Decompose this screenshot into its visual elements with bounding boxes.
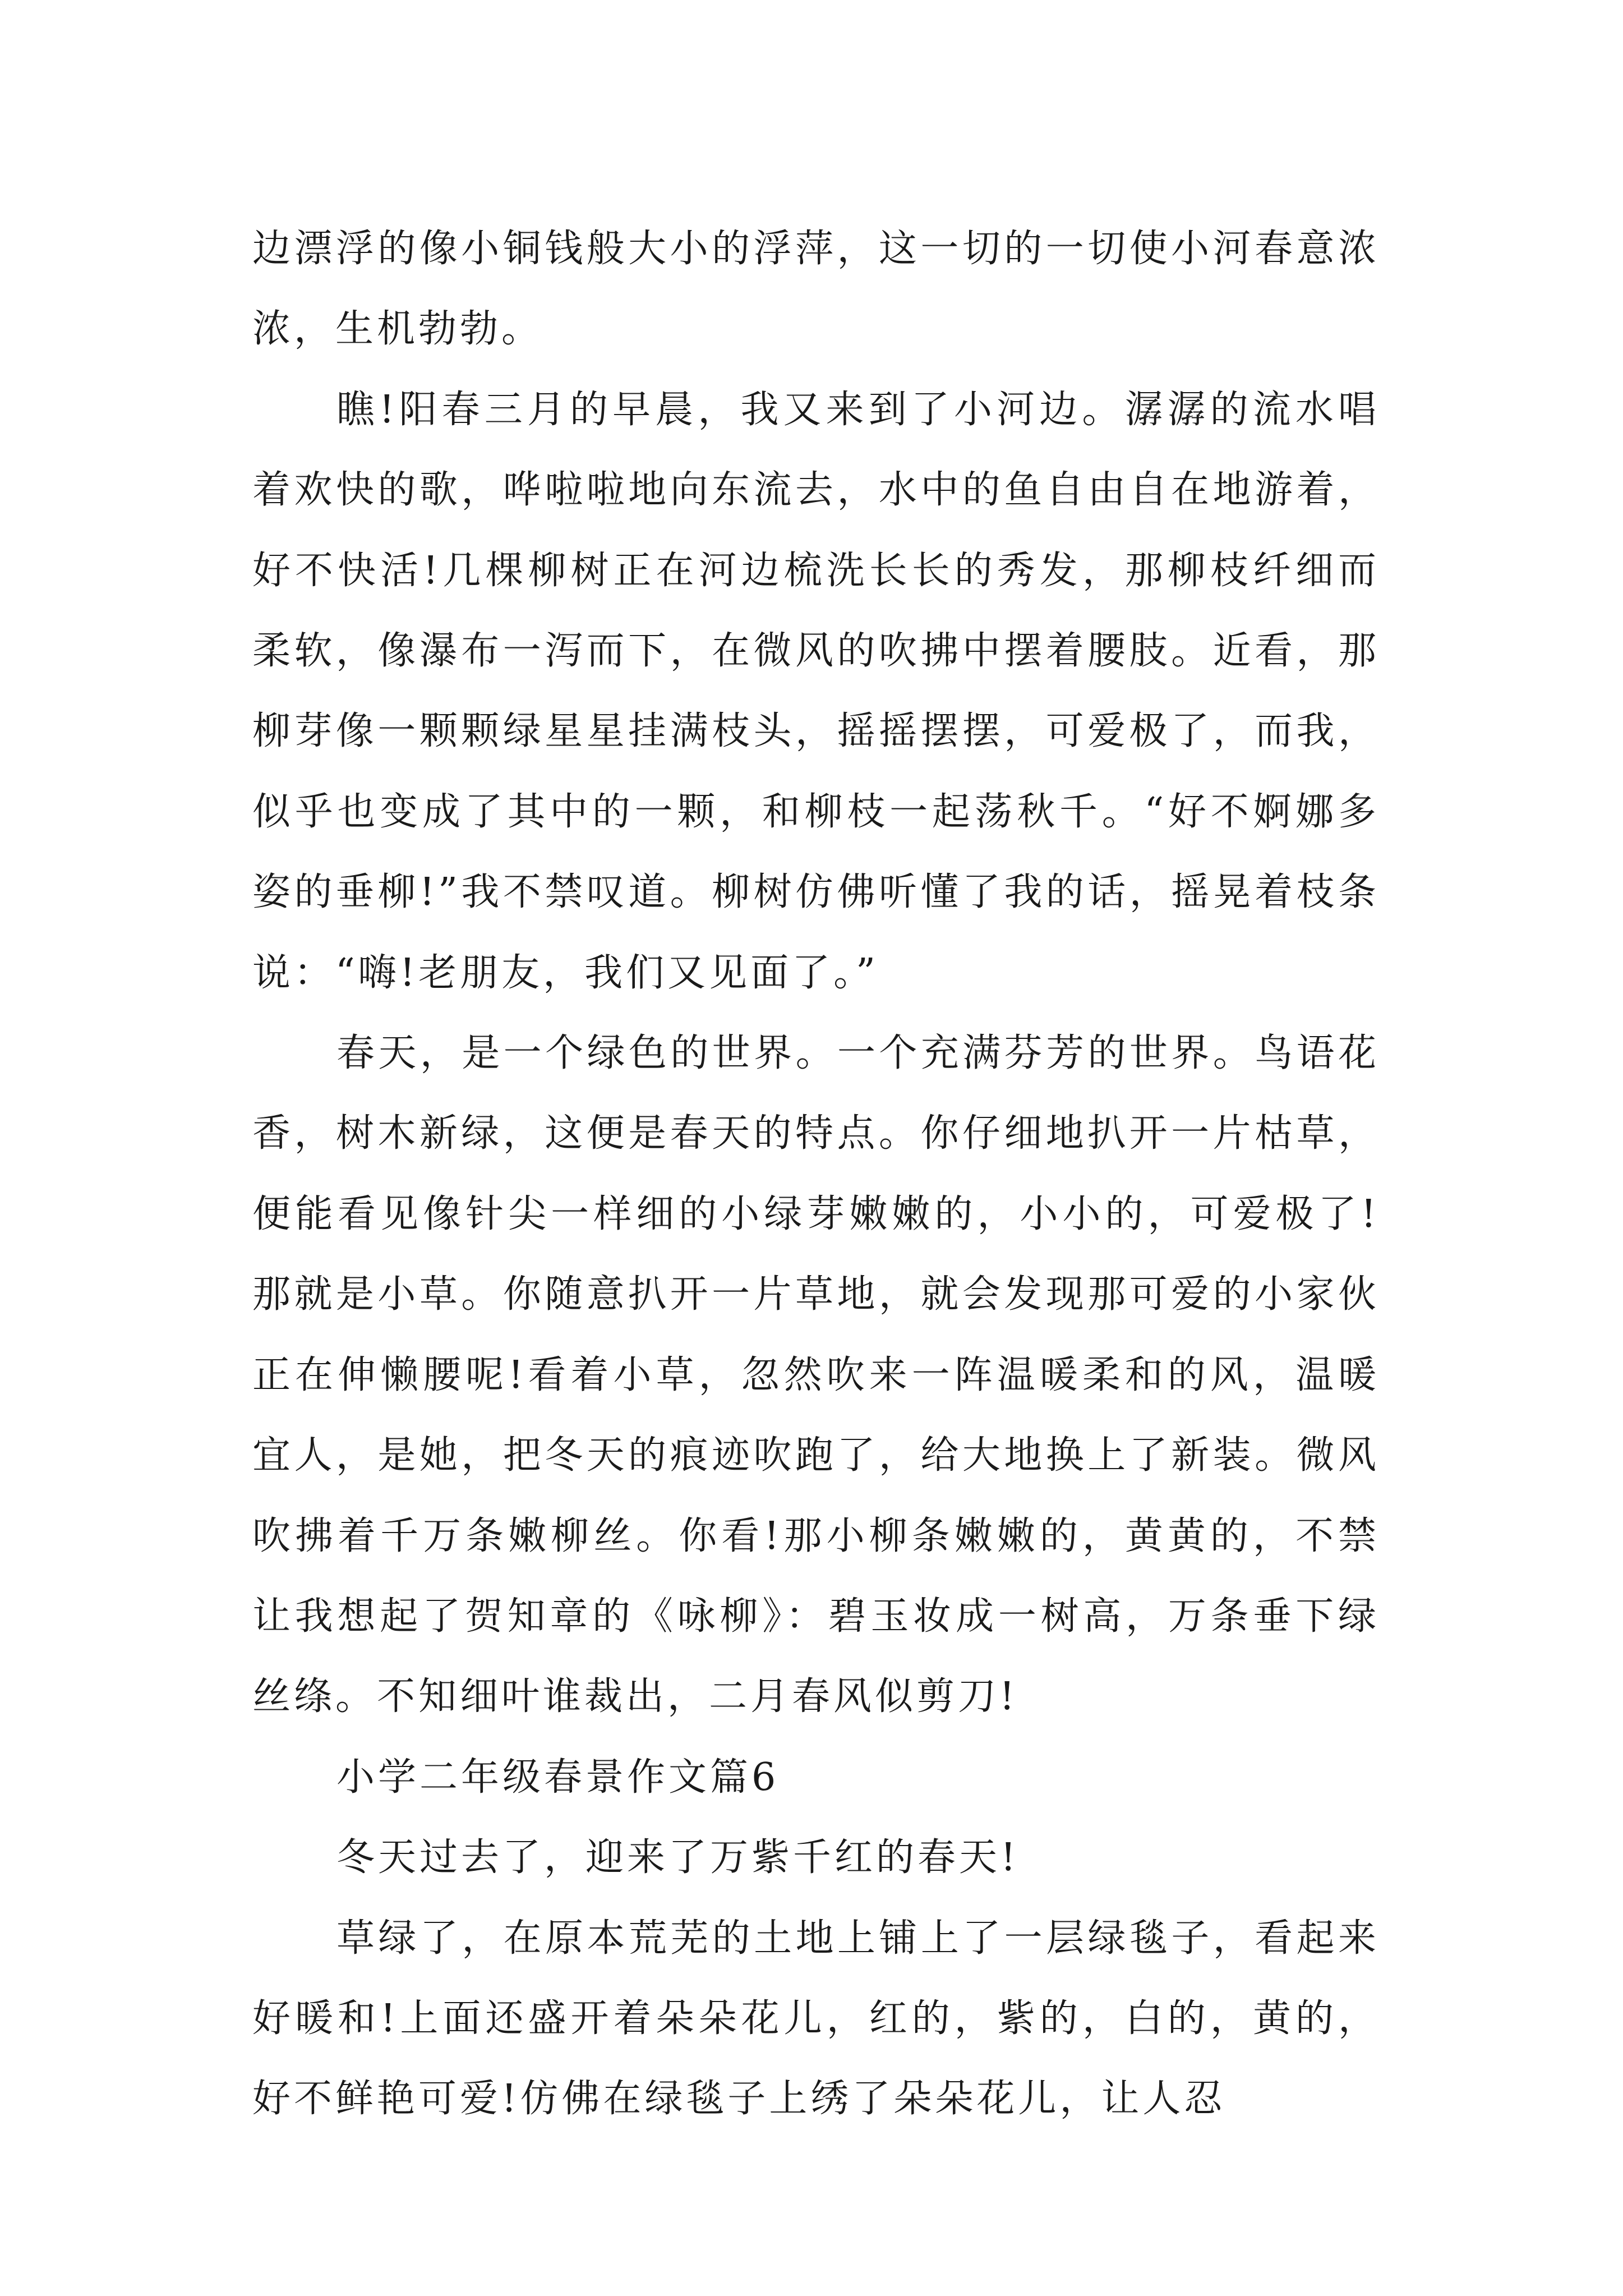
paragraph-winter-passed: 冬天过去了，迎来了万紫千红的春天! [336,1835,1020,1880]
paragraph-green-world: 春天，是一个绿色的世界。一个充满芬芳的世界。鸟语花香，树木新绿，这便是春天的特点。你仔细地扒开一片枯草，便能看见像针尖一样细的小绿芽嫩嫩的，小小的，可爱极了!那就是小草。你随意扒开一片草地，就会发现那可爱的小家伙正在伸懒腰呢!看着小草，忽然吹来一阵温暖柔和的风，温暖宜人，是她，把冬天的痕迹吹跑了，给大地换上了新装。微风吹拂着千万条嫩柳丝。你看!那小柳条嫩嫩的，黄黄的，不禁让我想起了贺知章的《咏柳》：碧玉妆成一树高，万条垂下绿丝绦。不知细叶谁裁出，二月春风似剪刀! [252,1031,1380,1719]
section-heading: 小学二年级春景作文篇6 [336,1755,780,1800]
paragraph-grass-green: 草绿了，在原本荒芜的土地上铺上了一层绿毯子，看起来好暖和!上面还盛开着朵朵花儿，红的，紫的，白的，黄的，好不鲜艳可爱!仿佛在绿毯子上绣了朵朵花儿，让人忍 [252,1916,1380,2122]
paragraph-continuation: 边漂浮的像小铜钱般大小的浮萍，这一切的一切使小河春意浓浓，生机勃勃。 [252,227,1380,352]
document-body [252,209,1380,2139]
paragraph-river-morning: 瞧!阳春三月的早晨，我又来到了小河边。潺潺的流水唱着欢快的歌，哗啦啦地向东流去，水中的鱼自由自在地游着，好不快活!几棵柳树正在河边梳洗长长的秀发，那柳枝纤细而柔软，像瀑布一泻而下，在微风的吹拂中摆着腰肢。近看，那柳芽像一颗颗绿星星挂满枝头，摇摇摆摆，可爱极了，而我，似乎也变成了其中的一颗，和柳枝一起荡秋千。“好不婀娜多姿的垂柳!”我不禁叹道。柳树仿佛听懂了我的话，摇晃着枝条说：“嗨!老朋友，我们又见面了。” [252,387,1380,995]
